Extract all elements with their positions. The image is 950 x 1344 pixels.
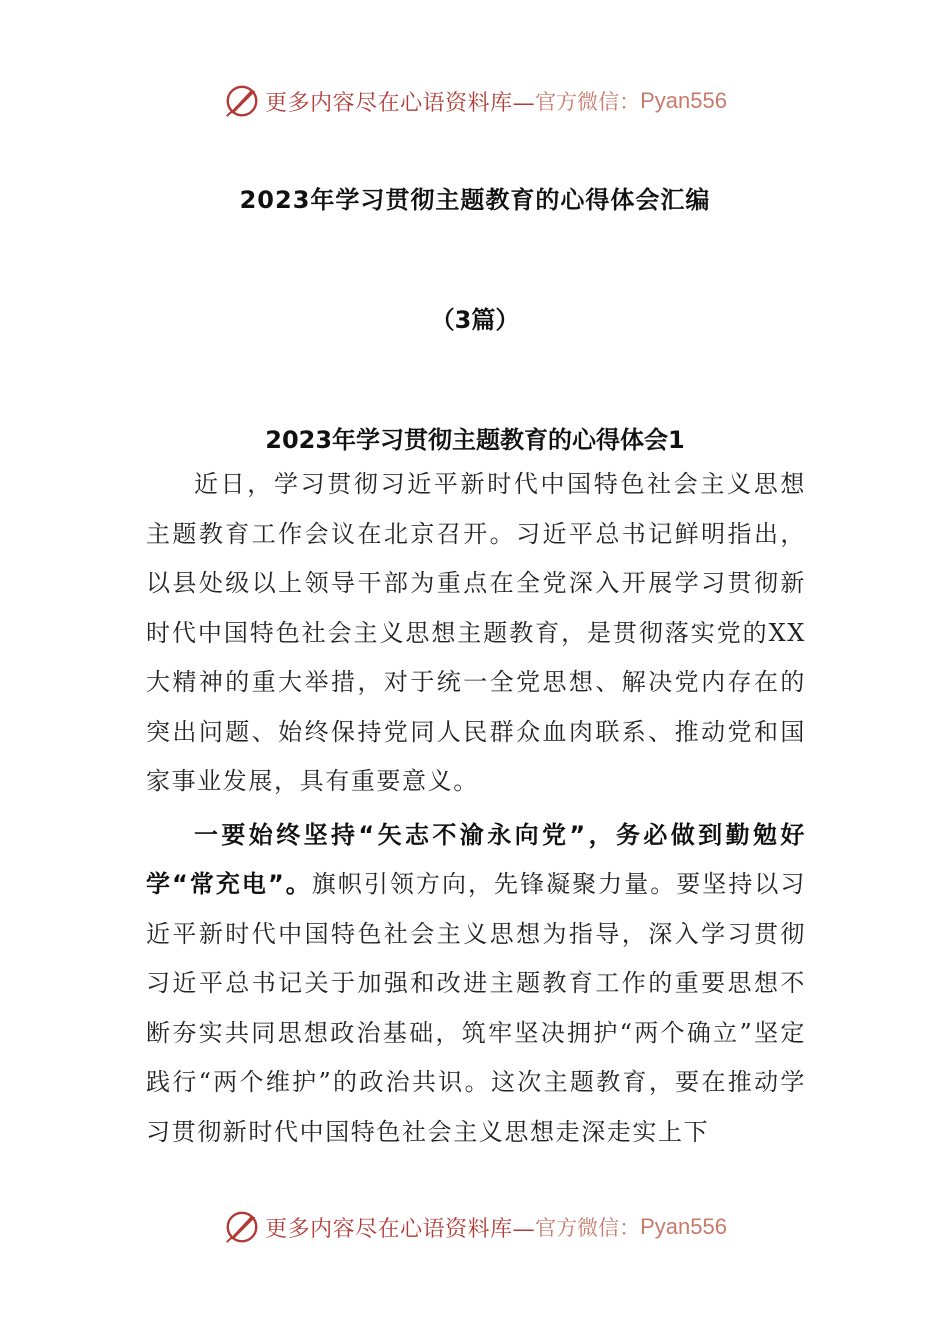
- document-body: [146, 460, 806, 1161]
- paragraph-2-lead: 一要始终坚持“矢志不渝永向党”，务必做到勤勉好学“常充电”。: [146, 820, 806, 898]
- quill-circle-icon: [223, 82, 261, 120]
- banner-wechat-label: 官方微信：: [535, 90, 641, 114]
- banner-wechat-id: Pyan556: [640, 88, 727, 113]
- paragraph-1: 近日，学习贯彻习近平新时代中国特色社会主义思想主题教育工作会议在北京召开。习近平总书记鲜明指出，以县处级以上领导干部为重点在全党深入开展学习贯彻新时代中国特色社会主义思想主题教育，是贯彻落实党的XX大精神的重大举措，对于统一全党思想、解决党内存在的突出问题、始终保持党同人民群众血肉联系、推动党和国家事业发展，具有重要意义。: [146, 470, 806, 795]
- document-subtitle: （3篇）: [430, 306, 520, 334]
- quill-circle-icon: [223, 1208, 261, 1246]
- header-banner: [0, 82, 950, 120]
- banner-text: 更多内容尽在心语资料库—: [265, 90, 536, 116]
- paragraph-2-text: 旗帜引领方向，先锋凝聚力量。要坚持以习近平新时代中国特色社会主义思想为指导，深入学习贯彻习近平总书记关于加强和改进主题教育工作的重要思想不断夯实共同思想政治基础，筑牢坚决拥护“两个确立”坚定践行“两个维护”的政治共识。这次主题教育，要在推动学习贯彻新时代中国特色社会主义思想走深走实上下: [146, 870, 807, 1146]
- banner-text: 更多内容尽在心语资料库—: [265, 1216, 536, 1242]
- document-title: 2023年学习贯彻主题教育的心得体会汇编: [239, 186, 711, 214]
- banner-wechat-label: 官方微信：: [535, 1216, 641, 1240]
- section-title: 2023年学习贯彻主题教育的心得体会1: [265, 426, 685, 454]
- paragraph-2: [146, 811, 806, 1158]
- banner-wechat-id: Pyan556: [640, 1214, 727, 1239]
- footer-banner: [0, 1208, 950, 1246]
